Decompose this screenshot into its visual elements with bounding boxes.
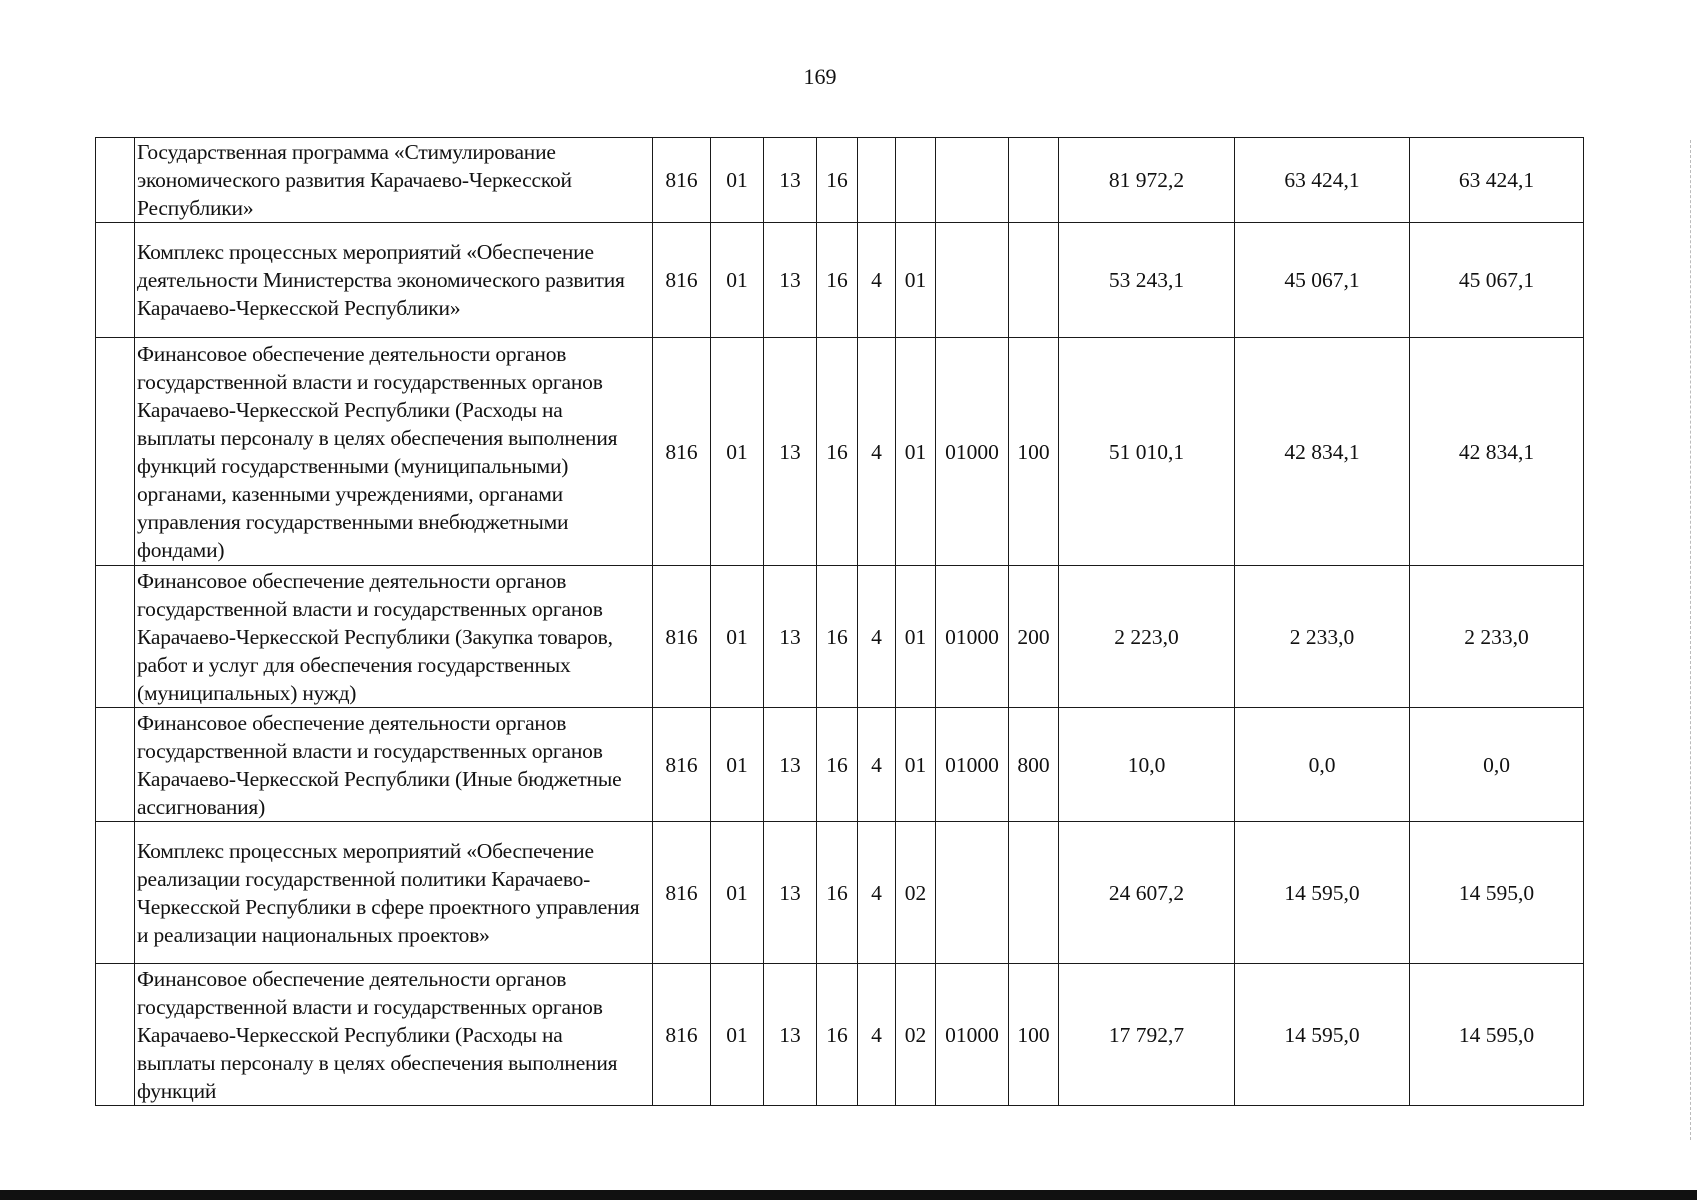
amount-year-3: 63 424,1 (1410, 138, 1584, 223)
amount-year-2: 45 067,1 (1235, 223, 1410, 338)
expense-type-code: 800 (1009, 708, 1059, 822)
expense-type-code (1009, 822, 1059, 964)
amount-year-2: 14 595,0 (1235, 822, 1410, 964)
program-code: 16 (817, 708, 858, 822)
empty-cell (96, 822, 135, 964)
program-code: 16 (817, 822, 858, 964)
element-code: 01 (896, 223, 936, 338)
ved-code: 816 (653, 964, 711, 1106)
item-name: Финансовое обеспечение деятельности органов государственной власти и государственных органов Карачаево-Черкесской Республики (Иные бюджетные ассигнования) (135, 708, 653, 822)
subsection-code: 13 (764, 822, 817, 964)
subsection-code: 13 (764, 338, 817, 566)
subsection-code: 13 (764, 223, 817, 338)
table-row (96, 964, 1584, 1106)
expense-type-code (1009, 138, 1059, 223)
amount-year-1: 24 607,2 (1059, 822, 1235, 964)
amount-year-3: 0,0 (1410, 708, 1584, 822)
program-code: 16 (817, 964, 858, 1106)
amount-year-2: 2 233,0 (1235, 566, 1410, 708)
subsection-code: 13 (764, 138, 817, 223)
amount-year-3: 14 595,0 (1410, 822, 1584, 964)
section-code: 01 (711, 708, 764, 822)
amount-year-2: 14 595,0 (1235, 964, 1410, 1106)
item-name: Комплекс процессных мероприятий «Обеспечение реализации государственной политики Карачаево-Черкесской Республики в сфере проектного управления и реализации национальных проектов» (135, 822, 653, 964)
table-row (96, 338, 1584, 566)
table-row (96, 822, 1584, 964)
type-code (858, 138, 896, 223)
type-code: 4 (858, 822, 896, 964)
amount-year-1: 51 010,1 (1059, 338, 1235, 566)
subsection-code: 13 (764, 566, 817, 708)
expense-type-code: 100 (1009, 964, 1059, 1106)
section-code: 01 (711, 964, 764, 1106)
amount-year-3: 45 067,1 (1410, 223, 1584, 338)
direction-code (936, 822, 1009, 964)
expense-type-code: 200 (1009, 566, 1059, 708)
program-code: 16 (817, 138, 858, 223)
direction-code: 01000 (936, 566, 1009, 708)
scan-bottom-bar (0, 1190, 1697, 1200)
amount-year-2: 0,0 (1235, 708, 1410, 822)
amount-year-3: 42 834,1 (1410, 338, 1584, 566)
type-code: 4 (858, 708, 896, 822)
program-code: 16 (817, 566, 858, 708)
ved-code: 816 (653, 338, 711, 566)
direction-code: 01000 (936, 338, 1009, 566)
empty-cell (96, 338, 135, 566)
table-row (96, 138, 1584, 223)
section-code: 01 (711, 566, 764, 708)
amount-year-1: 81 972,2 (1059, 138, 1235, 223)
section-code: 01 (711, 138, 764, 223)
program-code: 16 (817, 223, 858, 338)
type-code: 4 (858, 566, 896, 708)
subsection-code: 13 (764, 708, 817, 822)
amount-year-1: 53 243,1 (1059, 223, 1235, 338)
ved-code: 816 (653, 223, 711, 338)
item-name: Государственная программа «Стимулирование экономического развития Карачаево-Черкесской Республики» (135, 138, 653, 223)
empty-cell (96, 566, 135, 708)
amount-year-3: 14 595,0 (1410, 964, 1584, 1106)
amount-year-3: 2 233,0 (1410, 566, 1584, 708)
ved-code: 816 (653, 822, 711, 964)
amount-year-2: 42 834,1 (1235, 338, 1410, 566)
type-code: 4 (858, 223, 896, 338)
element-code: 01 (896, 566, 936, 708)
item-name: Финансовое обеспечение деятельности органов государственной власти и государственных органов Карачаево-Черкесской Республики (Закупка товаров, работ и услуг для обеспечения государственных (муниципальных) нужд) (135, 566, 653, 708)
empty-cell (96, 223, 135, 338)
empty-cell (96, 708, 135, 822)
direction-code: 01000 (936, 964, 1009, 1106)
ved-code: 816 (653, 138, 711, 223)
budget-table (95, 137, 1584, 1106)
expense-type-code (1009, 223, 1059, 338)
ved-code: 816 (653, 708, 711, 822)
table-row (96, 566, 1584, 708)
type-code: 4 (858, 964, 896, 1106)
amount-year-1: 2 223,0 (1059, 566, 1235, 708)
amount-year-2: 63 424,1 (1235, 138, 1410, 223)
type-code: 4 (858, 338, 896, 566)
element-code: 02 (896, 822, 936, 964)
item-name: Финансовое обеспечение деятельности органов государственной власти и государственных органов Карачаево-Черкесской Республики (Расходы на выплаты персоналу в целях обеспечения выполнения функций государственными (муниципальными) органами, казенными учреждениями, органами управления государственными внебюджетными фондами) (135, 338, 653, 566)
element-code: 01 (896, 708, 936, 822)
item-name: Финансовое обеспечение деятельности органов государственной власти и государственных органов Карачаево-Черкесской Республики (Расходы на выплаты персоналу в целях обеспечения выполнения функций (135, 964, 653, 1106)
direction-code (936, 223, 1009, 338)
section-code: 01 (711, 822, 764, 964)
empty-cell (96, 964, 135, 1106)
amount-year-1: 10,0 (1059, 708, 1235, 822)
item-name: Комплекс процессных мероприятий «Обеспечение деятельности Министерства экономического развития Карачаево-Черкесской Республики» (135, 223, 653, 338)
table-row (96, 708, 1584, 822)
table-row (96, 223, 1584, 338)
amount-year-1: 17 792,7 (1059, 964, 1235, 1106)
empty-cell (96, 138, 135, 223)
element-code: 02 (896, 964, 936, 1106)
program-code: 16 (817, 338, 858, 566)
element-code: 01 (896, 338, 936, 566)
expense-type-code: 100 (1009, 338, 1059, 566)
subsection-code: 13 (764, 964, 817, 1106)
direction-code: 01000 (936, 708, 1009, 822)
element-code (896, 138, 936, 223)
page-number: 169 (803, 64, 837, 89)
ved-code: 816 (653, 566, 711, 708)
scan-edge-mark (1689, 140, 1691, 1140)
direction-code (936, 138, 1009, 223)
section-code: 01 (711, 338, 764, 566)
section-code: 01 (711, 223, 764, 338)
